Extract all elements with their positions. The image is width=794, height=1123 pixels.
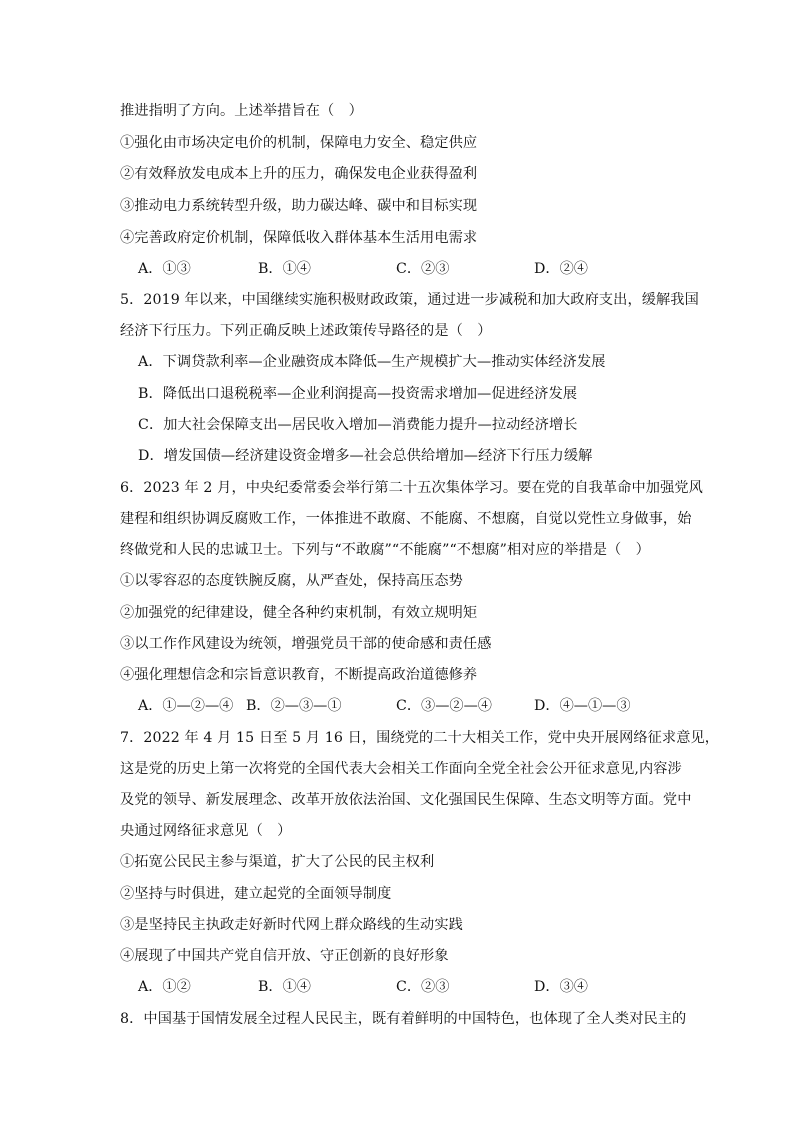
q6-option-2: ②加强党的纪律建设，健全各种约束机制，有效立规明矩 [120,605,478,621]
q4-choice-a: A．①③ [138,261,191,277]
q6-option-1: ①以零容忍的态度铁腕反腐，从严查处，保持高压态势 [120,573,463,589]
q7-choice-c: C．②③ [396,979,450,995]
q7-stem-line-3: 及党的领导、新发展理念、改革开放依法治国、文化强国民生保障、生态文明等方面。党中 [120,792,692,808]
q6-choices [138,696,658,716]
q4-choice-b: B．①④ [258,261,311,277]
q5-option-a: A．下调贷款利率—企业融资成本降低—生产规模扩大—推动实体经济发展 [138,354,606,370]
q7-option-3: ③是坚持民主执政走好新时代网上群众路线的生动实践 [120,917,463,933]
q6-choice-b: B．②—③—① [246,698,342,714]
q7-option-4: ④展现了中国共产党自信开放、守正创新的良好形象 [120,948,449,964]
q6-choice-a: A．①—②—④ [138,698,234,714]
q4-choice-c: C．②③ [396,261,450,277]
q4-option-1: ①强化由市场决定电价的机制，保障电力安全、稳定供应 [120,135,478,151]
q6-stem-line-1: 6．2023 年 2 月，中央纪委常委会举行第二十五次集体学习。要在党的自我革命中加强党风 [120,480,703,496]
q6-choice-d: D．④—①—③ [534,698,631,714]
q6-stem-line-3: 终做党和人民的忠诚卫士。下列与“不敢腐”“不能腐”“不想腐”相对应的举措是（ ） [120,542,650,558]
q4-choices [138,259,658,279]
q4-option-2: ②有效释放发电成本上升的压力，确保发电企业获得盈利 [120,166,478,182]
q4-option-3: ③推动电力系统转型升级，助力碳达峰、碳中和目标实现 [120,198,478,214]
q6-choice-c: C．③—②—④ [396,698,492,714]
q5-stem-line-2: 经济下行压力。下列正确反映上述政策传导路径的是（ ） [120,323,492,339]
q4-option-4: ④完善政府定价机制，保障低收入群体基本生活用电需求 [120,230,478,246]
q4-choice-d: D．②④ [534,261,588,277]
q4-stem-continuation: 推进指明了方向。上述举措旨在（ ） [120,103,363,119]
q7-choices [138,977,658,997]
q5-option-c: C．加大社会保障支出—居民收入增加—消费能力提升—拉动经济增长 [138,417,578,433]
q7-stem-line-4: 央通过网络征求意见（ ） [120,823,292,839]
q7-choice-b: B．①④ [258,979,311,995]
q5-option-d: D．增发国债—经济建设资金增多—社会总供给增加—经济下行压力缓解 [138,448,593,464]
q8-stem-line-1: 8．中国基于国情发展全过程人民民主，既有着鲜明的中国特色，也体现了全人类对民主的 [120,1011,687,1027]
q7-option-2: ②坚持与时俱进，建立起党的全面领导制度 [120,886,392,902]
q6-option-3: ③以工作作风建设为统领，增强党员干部的使命感和责任感 [120,636,492,652]
q7-choice-a: A．①② [138,979,191,995]
q7-stem-line-2: 这是党的历史上第一次将党的全国代表大会相关工作面向全党全社会公开征求意见,内容涉 [120,761,682,777]
q7-stem-line-1: 7．2022 年 4 月 15 日至 5 月 16 日，围绕党的二十大相关工作，党中央开展网络征求意见， [120,730,720,746]
q5-option-b: B．降低出口退税税率—企业利润提高—投资需求增加—促进经济发展 [138,386,578,402]
q6-stem-line-2: 建程和组织协调反腐败工作，一体推进不敢腐、不能腐、不想腐，自觉以党性立身做事，始 [120,511,692,527]
q6-option-4: ④强化理想信念和宗旨意识教育，不断提高政治道德修养 [120,667,478,683]
q5-stem-line-1: 5．2019 年以来，中国继续实施积极财政政策，通过进一步减税和加大政府支出，缓解我国 [120,292,699,308]
q7-option-1: ①拓宽公民民主参与渠道，扩大了公民的民主权利 [120,854,435,870]
q7-choice-d: D．③④ [534,979,588,995]
